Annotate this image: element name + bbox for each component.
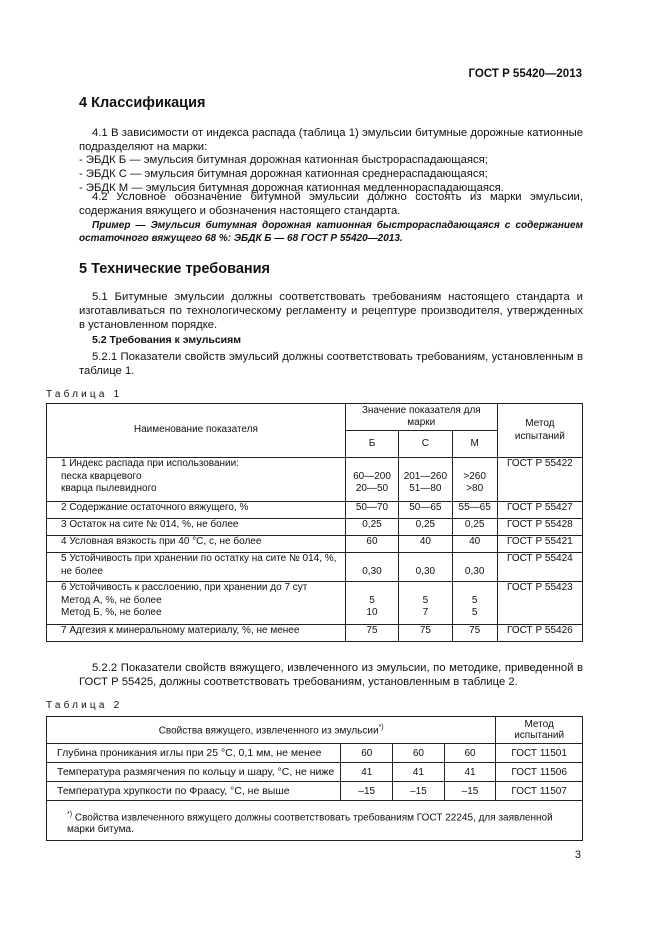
value-m: 40 [452,536,497,553]
footnote-marker: *) [378,723,384,731]
value-c: 60 [393,744,445,763]
subsection-5-2-title: 5.2 Требования к эмульсиям [92,334,242,346]
table1-row [47,502,583,519]
test-method: ГОСТ Р 55422 [497,458,582,502]
value-c: 41 [393,763,445,782]
para-4-1: 4.1 В зависимости от индекса распада (таблица 1) эмульсии битумные дорожные катионные подразделяют на марки: [79,127,583,153]
table1-row [47,625,583,642]
property-name: Глубина проникания иглы при 25 °С, 0,1 мм, не менее [47,744,341,763]
test-method: ГОСТ Р 55428 [497,519,582,536]
value-m: 60 [444,744,496,763]
value-b: 60 [341,744,393,763]
value-b: 60 [345,536,398,553]
value-c: –15 [393,782,445,801]
value-c: 75 [399,625,452,642]
value-b: 0,25 [345,519,398,536]
page-number: 3 [574,849,581,861]
indicator-name: 6 Устойчивость к расслоению, при хранении до 7 сут Метод А, %, не более Метод Б, %, не более [47,582,346,625]
property-name: Температура размягчения по кольцу и шару, °С, не ниже [47,763,341,782]
table2-footnote: *) Свойства извлеченного вяжущего должны соответствовать требованиям ГОСТ 22245, для заявленной марки битума. [47,801,583,841]
value-b: 50—70 [345,502,398,519]
value-b: 5 10 [345,582,398,625]
para-4-2: 4.2 Условное обозначение битумной эмульсии должно состоять из марки эмульсии, содержания вяжущего и обозначения настоящего стандарта. [79,191,583,217]
test-method: ГОСТ 11507 [496,782,583,801]
para-5-1: 5.1 Битумные эмульсии должны соответствовать требованиям настоящего стандарта и изготавливаться по технологическому регламенту и рецептуре производителя, утвержденных в установленном порядке. [79,291,583,331]
value-b: 60—200 20—50 [345,458,398,502]
value-b: 41 [341,763,393,782]
table1-caption: Таблица 1 [46,389,123,400]
indicator-name: 3 Остаток на сите № 014, %, не более [47,519,346,536]
example-note: Пример — Эмульсия битумная дорожная катионная быстрораспадающаяся с содержанием остаточного вяжущего 68 %: ЭБДК Б — 68 ГОСТ Р 55420—2013. [79,220,583,244]
para-5-2-1: 5.2.1 Показатели свойств эмульсий должны соответствовать требованиям, установленным в таблице 1. [79,351,583,377]
table1-row [47,553,583,582]
para-5-2-2: 5.2.2 Показатели свойств вяжущего, извлеченного из эмульсии, по методике, приведенной в ГОСТ Р 55425, должны соответствовать требованиям, установленным в таблице 2. [79,662,583,688]
grade-item: - ЭБДК М — эмульсия битумная дорожная катионная медленнораспадающаяся. [79,182,504,194]
table1-head-method: Метод испытаний [497,404,582,458]
table-1 [46,403,583,642]
value-c: 0,30 [399,553,452,582]
indicator-name: 1 Индекс распада при использовании: песка кварцевого кварца пылевидного [47,458,346,502]
value-m: >260 >80 [452,458,497,502]
indicator-name: 2 Содержание остаточного вяжущего, % [47,502,346,519]
value-c: 201—260 51—80 [399,458,452,502]
section-5-title: 5 Технические требования [79,261,271,277]
value-m: 41 [444,763,496,782]
value-c: 0,25 [399,519,452,536]
value-b: –15 [341,782,393,801]
table1-head-name: Наименование показателя [47,404,346,458]
table1-row [47,458,583,502]
grade-item: - ЭБДК С — эмульсия битумная дорожная катионная среднераспадающаяся; [79,168,488,180]
grade-item: - ЭБДК Б — эмульсия битумная дорожная катионная быстрораспадающаяся; [79,154,488,166]
value-m: 75 [452,625,497,642]
test-method: ГОСТ Р 55424 [497,553,582,582]
table1-row [47,582,583,625]
table1-row [47,519,583,536]
value-m: 55—65 [452,502,497,519]
value-c: 40 [399,536,452,553]
table2-head-props: Свойства вяжущего, извлеченного из эмульсии*) [47,717,496,744]
test-method: ГОСТ Р 55427 [497,502,582,519]
value-c: 5 7 [399,582,452,625]
value-m: –15 [444,782,496,801]
test-method: ГОСТ Р 55423 [497,582,582,625]
table2-row [47,782,583,801]
value-m: 0,30 [452,553,497,582]
value-m: 0,25 [452,519,497,536]
document-id: ГОСТ Р 55420—2013 [468,68,582,80]
grade-header: М [452,431,497,458]
grade-list [79,153,583,195]
table-2 [46,716,583,841]
table2-caption: Таблица 2 [46,700,123,711]
table2-row [47,763,583,782]
value-b: 0,30 [345,553,398,582]
property-name: Температура хрупкости по Фраасу, °С, не выше [47,782,341,801]
section-4-title: 4 Классификация [79,95,206,111]
table2-head-method: Метод испытаний [496,717,583,744]
table1-head-value: Значение показателя для марки [345,404,497,431]
test-method: ГОСТ Р 55426 [497,625,582,642]
table2-row [47,744,583,763]
indicator-name: 4 Условная вязкость при 40 °С, с, не более [47,536,346,553]
test-method: ГОСТ Р 55421 [497,536,582,553]
test-method: ГОСТ 11501 [496,744,583,763]
grade-header: С [399,431,452,458]
value-b: 75 [345,625,398,642]
grade-header: Б [345,431,398,458]
indicator-name: 5 Устойчивость при хранении по остатку на сите № 014, %, не более [47,553,346,582]
indicator-name: 7 Адгезия к минеральному материалу, %, не менее [47,625,346,642]
value-m: 5 5 [452,582,497,625]
table1-row [47,536,583,553]
value-c: 50—65 [399,502,452,519]
test-method: ГОСТ 11506 [496,763,583,782]
